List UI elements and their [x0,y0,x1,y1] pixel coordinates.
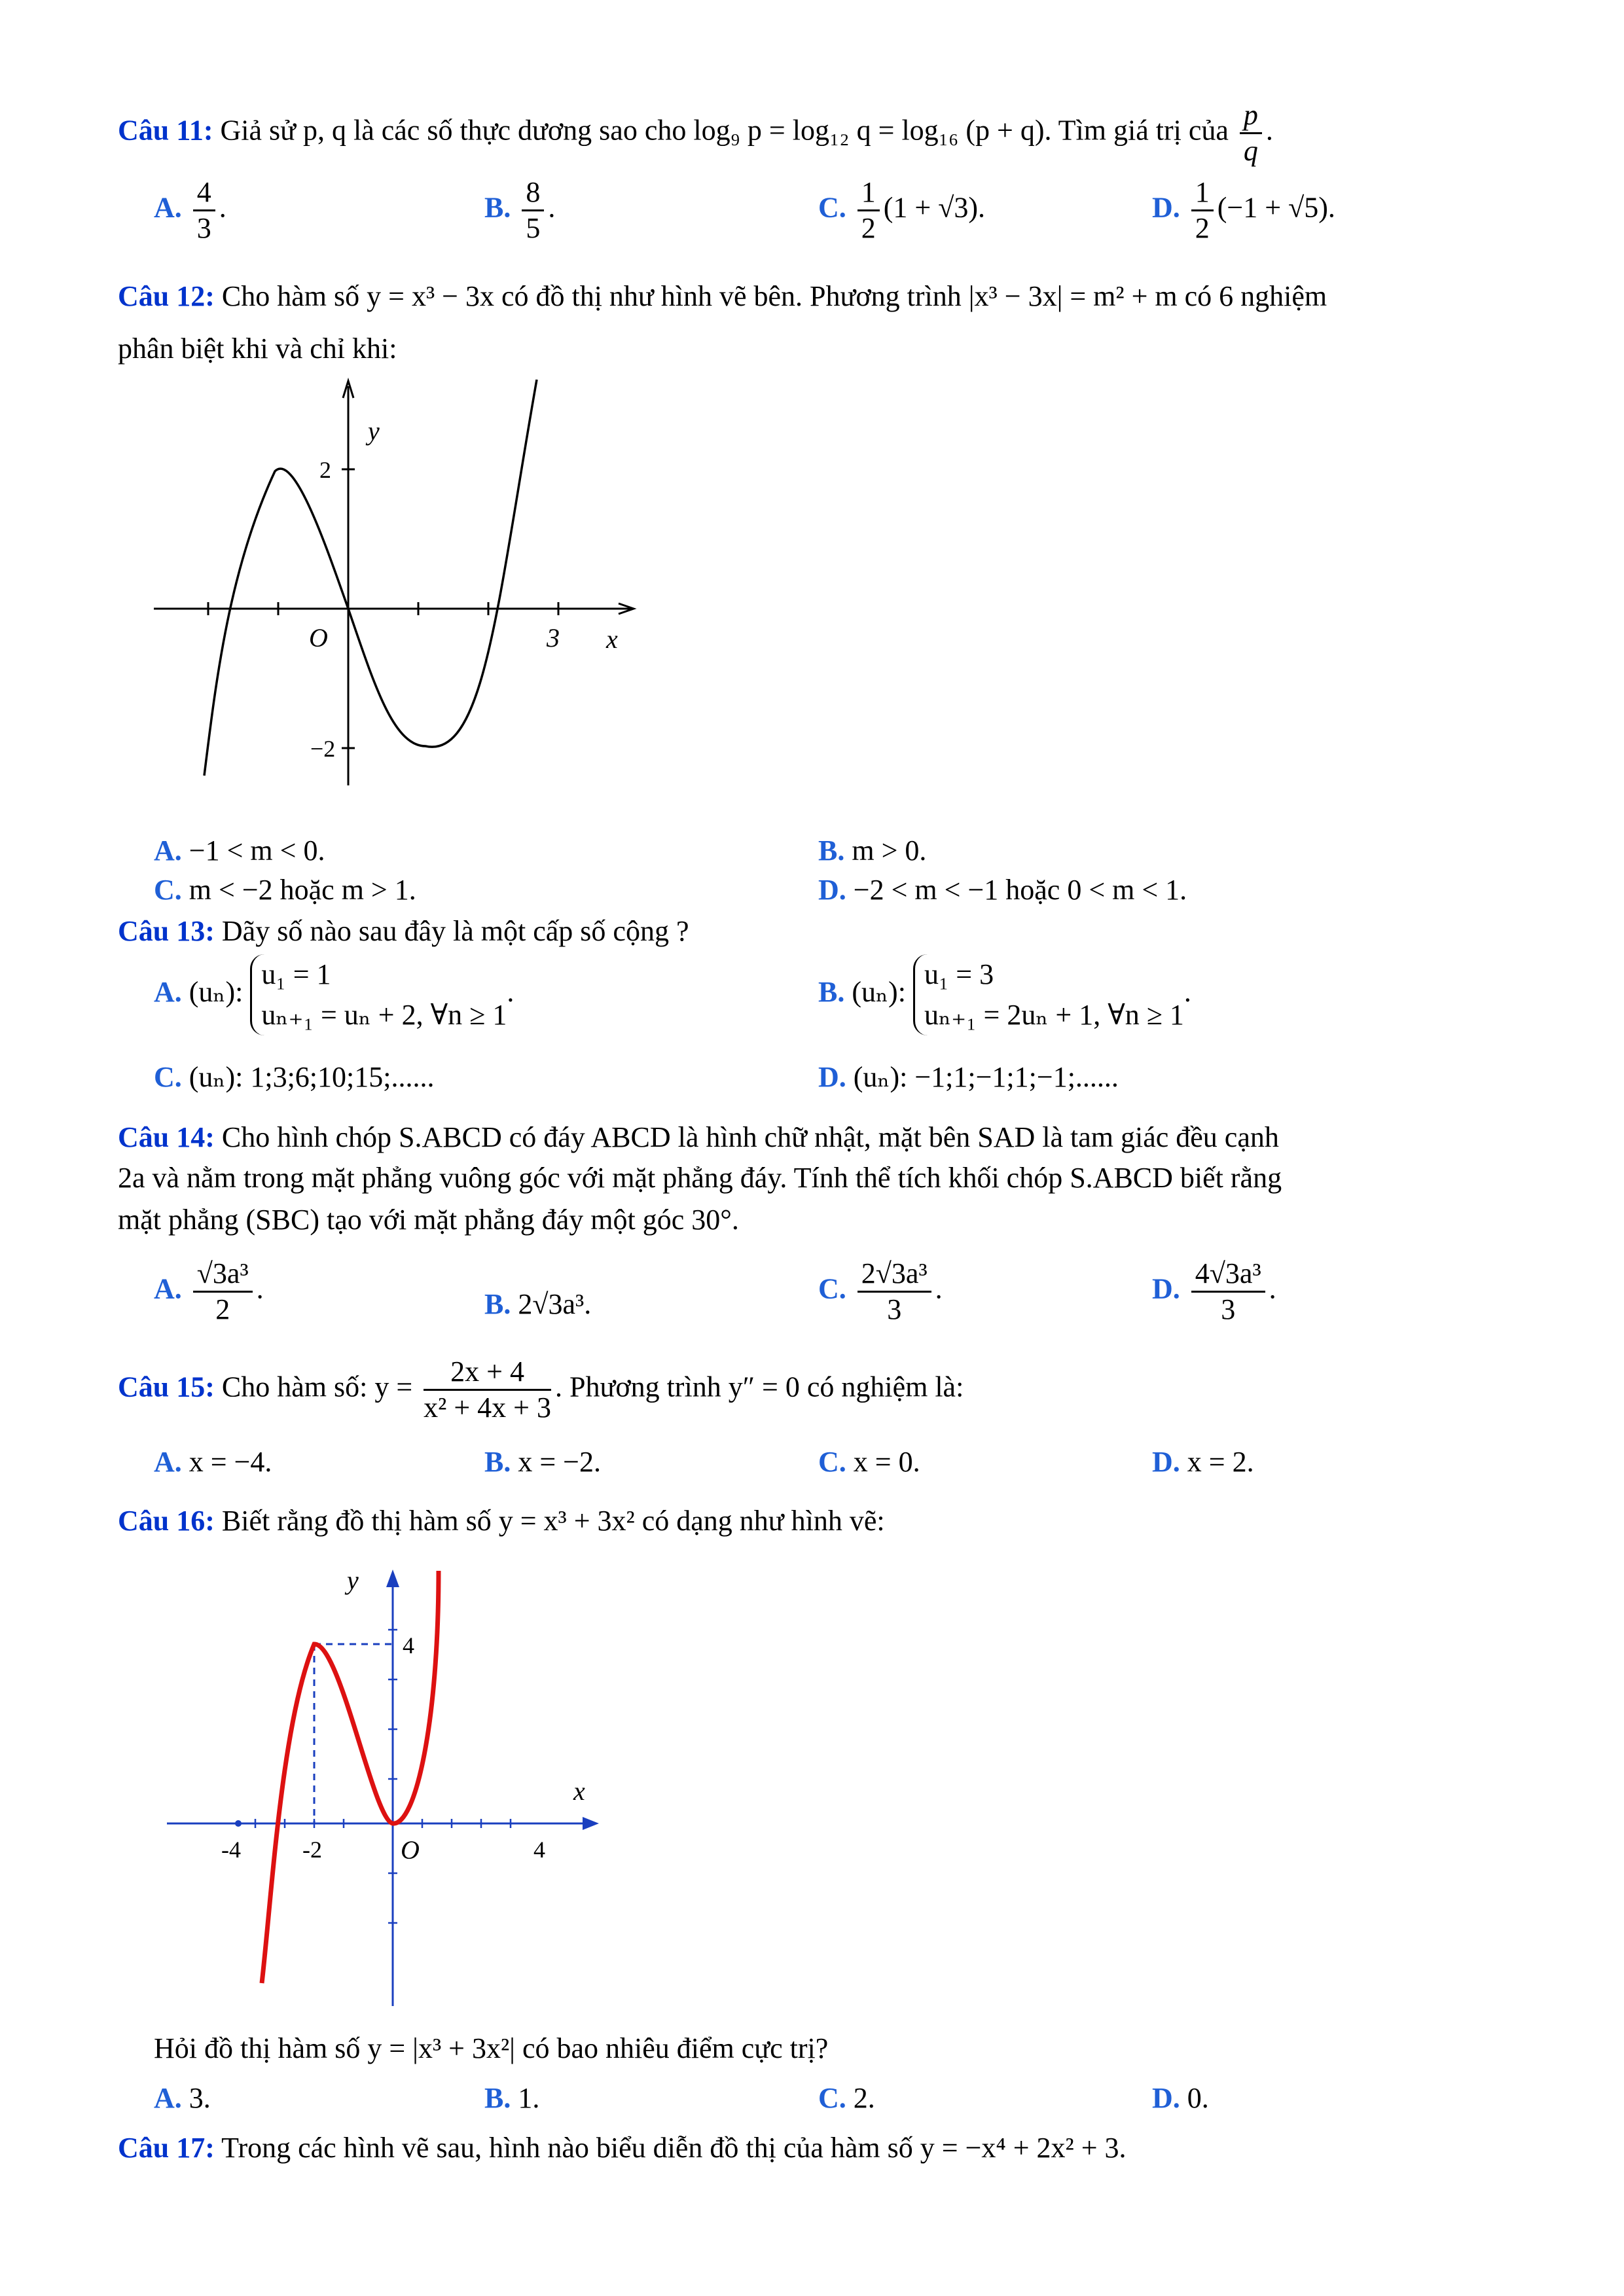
y-axis-label: y [347,1566,359,1595]
option-text: (−1 + √5). [1217,191,1335,224]
fraction-numerator: 1 [1191,175,1214,211]
option-letter: A. [154,834,182,867]
option-tail: . [1269,1272,1276,1305]
point-neg4 [235,1820,242,1827]
option-text: −2 < m < −1 hoặc 0 < m < 1. [853,874,1187,906]
option-letter: C. [818,191,846,224]
option-letter: D. [1152,191,1180,224]
tick-label-x-3: 3 [547,623,560,653]
option-b[interactable] [484,1444,601,1480]
fraction-numerator: p [1240,98,1262,134]
fraction-numerator: 4√3a³ [1191,1257,1265,1293]
system-row: u₁ = 3 [924,958,994,990]
option-b[interactable] [484,175,555,245]
question-14-line2: 2a và nằm trong mặt phẳng vuông góc với mặt phẳng đáy. Tính thể tích khối chóp S.ABCD biết rằng [118,1162,1282,1194]
fraction [1191,175,1214,245]
option-c[interactable] [154,1059,434,1096]
option-text: 2. [853,2082,875,2114]
option-tail: . [256,1272,264,1305]
equation-system [250,954,507,1035]
option-c[interactable] [818,1257,943,1327]
option-text: (uₙ): −1;1;−1;1;−1;...... [853,1061,1119,1093]
option-letter: B. [818,976,845,1009]
tick-label-x-4: 4 [533,1837,545,1863]
equation-system [913,954,1184,1035]
option-a[interactable] [154,175,226,245]
tick-label-y-4: 4 [403,1632,414,1659]
option-letter: D. [1152,1272,1180,1305]
option-letter: A. [154,1272,182,1305]
question-label: Câu 15: [118,1371,215,1403]
option-text: x = 2. [1187,1446,1254,1478]
option-text: 1. [518,2082,540,2114]
fraction [857,1257,931,1327]
option-b[interactable] [484,2080,539,2117]
system-row: uₙ₊₁ = uₙ + 2, ∀n ≥ 1 [261,999,507,1031]
option-a[interactable] [154,1444,272,1480]
fraction-numerator: 8 [522,175,544,211]
option-c[interactable] [818,1444,920,1480]
x-axis-label: x [573,1776,585,1806]
tick-label-x-neg4: -4 [221,1837,241,1863]
option-letter: D. [818,1061,846,1093]
question-text: Biết rằng đồ thị hàm số y = x³ + 3x² có dạng như hình vẽ: [221,1505,885,1537]
fraction-numerator: √3a³ [193,1257,253,1293]
option-text: x = 0. [853,1446,920,1478]
question-14-line3: mặt phẳng (SBC) tạo với mặt phẳng đáy một góc 30°. [118,1204,739,1236]
option-c[interactable] [818,2080,875,2117]
option-text: m > 0. [852,834,927,867]
option-letter: C. [818,1446,846,1478]
fraction-denominator: q [1243,135,1258,167]
option-text: (1 + √3). [883,191,986,224]
fraction-numerator: 2√3a³ [857,1257,931,1293]
question-text-post: . Phương trình y″ = 0 có nghiệm là: [555,1371,964,1403]
question-11 [118,98,1273,168]
question-text: Cho hình chóp S.ABCD có đáy ABCD là hình chữ nhật, mặt bên SAD là tam giác đều cạnh [221,1121,1279,1153]
question-label: Câu 13: [118,915,215,947]
fraction [193,1257,253,1327]
fraction-numerator: 4 [193,175,215,211]
question-text: Giả sử p, q là các số thực dương sao cho log₉ p = log₁₂ q = log₁₆ (p + q). Tìm giá trị của [220,114,1229,147]
fraction-numerator: 2x + 4 [424,1355,551,1391]
option-letter: A. [154,191,182,224]
question-12 [118,278,1327,315]
option-text: . [219,191,226,224]
option-text: −1 < m < 0. [189,834,325,867]
option-text: . [548,191,556,224]
option-text: 0. [1187,2082,1209,2114]
fraction [1191,1257,1265,1327]
option-tail: . [1183,976,1191,1009]
tick-label-y-neg2: −2 [310,736,336,762]
option-b[interactable] [818,833,926,869]
option-letter: C. [818,2082,846,2114]
option-a[interactable] [154,1257,264,1327]
question-label: Câu 12: [118,280,215,312]
option-text: x = −4. [189,1446,272,1478]
option-letter: B. [818,834,845,867]
option-letter: D. [1152,1446,1180,1478]
fraction-numerator: 1 [857,175,880,211]
option-text: x = −2. [518,1446,601,1478]
y-axis-label: y [368,416,380,446]
option-letter: B. [484,191,511,224]
option-text: 3. [189,2082,211,2114]
fraction-denominator: 3 [196,212,211,244]
question-label: Câu 11: [118,114,213,147]
fraction-denominator: 2 [1195,212,1210,244]
option-d[interactable] [1152,1444,1254,1480]
option-letter: B. [484,2082,511,2114]
option-letter: A. [154,1446,182,1478]
question-label: Câu 14: [118,1121,215,1153]
option-letter: D. [1152,2082,1180,2114]
cubic-graph-q16 [157,1558,615,2016]
question-16-subquestion: Hỏi đồ thị hàm số y = |x³ + 3x²| có bao nhiêu điểm cực trị? [154,2032,829,2064]
question-17 [118,2130,1127,2166]
fraction-denominator: 3 [887,1293,902,1325]
question-text: Dãy số nào sau đây là một cấp số cộng ? [221,915,689,947]
fraction-denominator: x² + 4x + 3 [424,1391,551,1424]
question-text: Cho hàm số y = x³ − 3x có đồ thị như hình vẽ bên. Phương trình |x³ − 3x| = m² + m có 6 nghiệm [221,280,1327,312]
question-14 [118,1119,1279,1156]
option-d[interactable] [1152,2080,1209,2117]
y-arrow-icon [386,1570,399,1587]
option-letter: C. [154,1061,182,1093]
option-letter: B. [484,1446,511,1478]
origin-label: O [401,1835,420,1865]
option-b[interactable] [818,954,1191,1035]
question-label: Câu 16: [118,1505,215,1537]
option-c[interactable] [818,175,985,245]
option-letter: C. [154,874,182,906]
option-a[interactable] [154,2080,211,2117]
cubic-graph-q12 [144,373,641,792]
tick-label-y-2: 2 [319,457,331,483]
option-letter: A. [154,976,182,1009]
option-a[interactable] [154,833,325,869]
sequence-name: (uₙ): [189,976,244,1009]
option-text: m < −2 hoặc m > 1. [189,874,416,906]
fraction-denominator: 2 [215,1293,230,1325]
option-letter: D. [818,874,846,906]
fraction-denominator: 2 [861,212,876,244]
system-row: u₁ = 1 [261,958,331,990]
option-c[interactable] [154,872,416,908]
option-d[interactable] [818,1059,1119,1096]
question-text: Cho hàm số: y = [221,1371,413,1403]
option-b[interactable] [484,1286,591,1323]
option-letter: C. [818,1272,846,1305]
tick-label-x-neg2: -2 [302,1837,322,1863]
sequence-name: (uₙ): [852,976,906,1009]
fraction [424,1355,551,1425]
fraction [857,175,880,245]
fraction [522,175,544,245]
fraction-denominator: 5 [526,212,541,244]
question-15 [118,1355,964,1425]
question-text: Trong các hình vẽ sau, hình nào biểu diễn đồ thị của hàm số y = −x⁴ + 2x² + 3. [221,2132,1127,2164]
option-tail: . [507,976,514,1009]
option-tail: . [935,1272,943,1305]
x-arrow-icon [583,1817,599,1830]
fraction-denominator: 3 [1221,1293,1236,1325]
question-12-line2: phân biệt khi và chỉ khi: [118,332,397,365]
option-d[interactable] [1152,175,1335,245]
option-text: 2√3a³. [518,1288,592,1320]
fraction [1240,98,1262,168]
option-a[interactable] [154,954,514,1035]
option-letter: B. [484,1288,511,1320]
option-letter: A. [154,2082,182,2114]
option-d[interactable] [1152,1257,1276,1327]
system-row: uₙ₊₁ = 2uₙ + 1, ∀n ≥ 1 [924,999,1184,1031]
option-text: (uₙ): 1;3;6;10;15;...... [189,1061,435,1093]
option-d[interactable] [818,872,1187,908]
origin-label: O [309,623,328,653]
fraction [193,175,215,245]
x-axis-label: x [606,624,618,654]
question-tail: . [1265,114,1273,147]
question-16 [118,1503,885,1539]
question-13 [118,913,689,950]
question-label: Câu 17: [118,2132,215,2164]
